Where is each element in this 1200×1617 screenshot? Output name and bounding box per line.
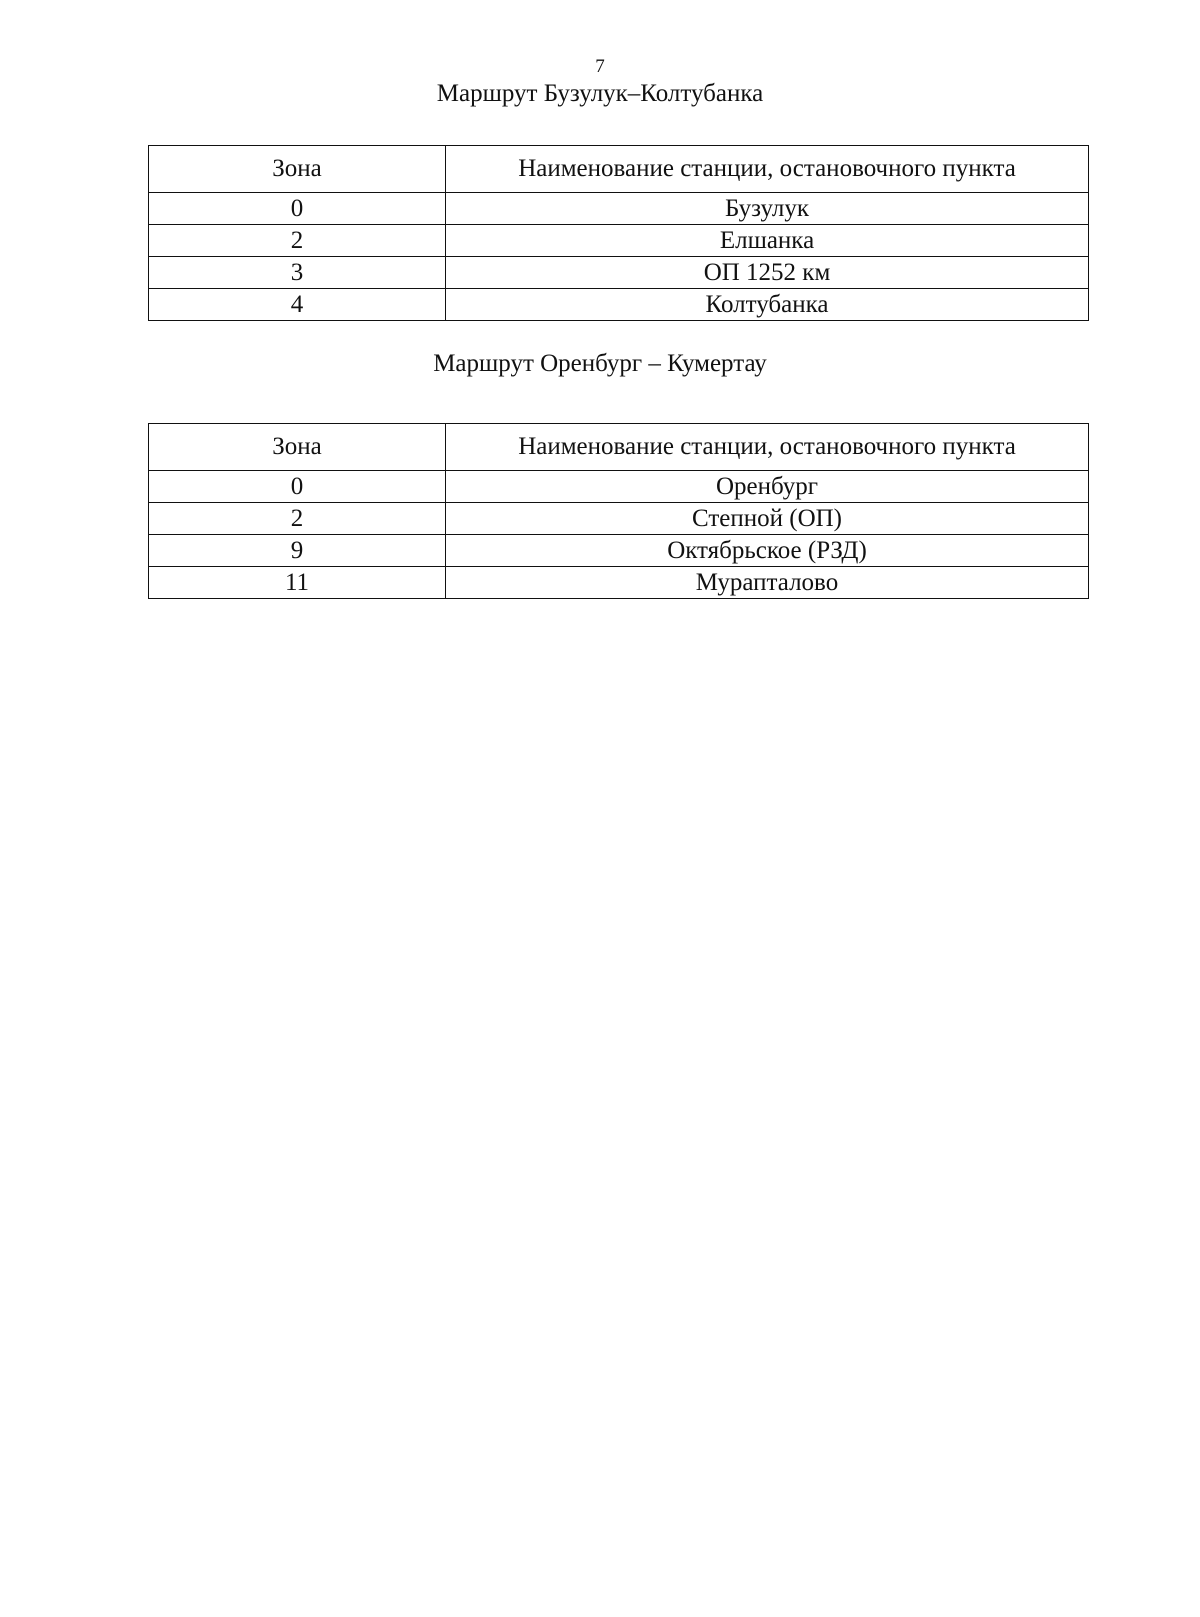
zone-cell: 11 — [149, 567, 446, 599]
station-cell: Степной (ОП) — [446, 503, 1089, 535]
station-cell: Елшанка — [446, 225, 1089, 257]
route-title-orenburg-kumertau: Маршрут Оренбург – Кумертау — [433, 350, 767, 377]
station-cell: Мурапталово — [446, 567, 1089, 599]
zone-table-buzuluk-koltubanka — [148, 145, 1089, 321]
page-number: 7 — [595, 56, 605, 77]
route-title-buzuluk-koltubanka: Маршрут Бузулук–Колтубанка — [436, 80, 764, 107]
zone-cell: 0 — [149, 471, 446, 503]
zone-cell: 2 — [149, 225, 446, 257]
zone-cell: 4 — [149, 289, 446, 321]
station-column-header: Наименование станции, остановочного пункта — [446, 146, 1089, 193]
station-cell: ОП 1252 км — [446, 257, 1089, 289]
table-header-row — [149, 146, 1089, 193]
station-cell: Оренбург — [446, 471, 1089, 503]
table-row — [149, 225, 1089, 257]
table-row — [149, 567, 1089, 599]
zone-column-header: Зона — [149, 146, 446, 193]
zone-column-header: Зона — [149, 424, 446, 471]
zone-cell: 9 — [149, 535, 446, 567]
table-row — [149, 535, 1089, 567]
station-cell: Октябрьское (РЗД) — [446, 535, 1089, 567]
zone-cell: 0 — [149, 193, 446, 225]
station-cell: Колтубанка — [446, 289, 1089, 321]
table-row — [149, 503, 1089, 535]
zone-table-orenburg-kumertau — [148, 423, 1089, 599]
table-row — [149, 193, 1089, 225]
table-header-row — [149, 424, 1089, 471]
station-column-header: Наименование станции, остановочного пункта — [446, 424, 1089, 471]
zone-cell: 3 — [149, 257, 446, 289]
table-row — [149, 289, 1089, 321]
table-row — [149, 471, 1089, 503]
table-row — [149, 257, 1089, 289]
zone-cell: 2 — [149, 503, 446, 535]
station-cell: Бузулук — [446, 193, 1089, 225]
